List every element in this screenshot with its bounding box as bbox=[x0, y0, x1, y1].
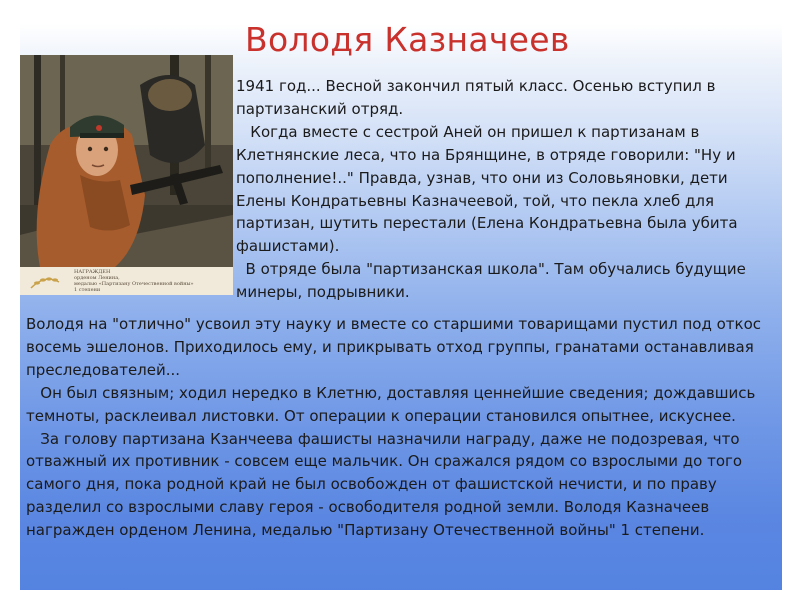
body-paragraph: За голову партизана Кзанчеева фашисты назначили награду, даже не подозревая, что отважный их противник - совсем еще мальчик. Он сражался рядом со взрослыми до того самого дня, пока родной край не был освобожден от фашистской нечисти, и по праву разделил со взрослыми славу героя - освободителя родной земли. Володя Казначеев награжден орденом Ленина, медалью "Партизану Отечественной войны" 1 степени. bbox=[26, 429, 743, 540]
laurel-branch-icon bbox=[28, 270, 62, 292]
body-text-block bbox=[26, 313, 786, 542]
partisan-boy-painting bbox=[20, 55, 233, 267]
intro-text-block bbox=[236, 75, 781, 304]
slide-margin-left bbox=[0, 0, 20, 600]
intro-paragraph: В отряде была "партизанская школа". Там обучались будущие минеры, подрывники. bbox=[236, 260, 746, 302]
caption-label: НАГРАЖДЕН bbox=[74, 269, 111, 275]
illustration-caption bbox=[20, 267, 233, 295]
slide-margin-bottom bbox=[0, 590, 800, 600]
intro-paragraph: Когда вместе с сестрой Аней он пришел к партизанам в Клетнянские леса, что на Брянщине, в отряде говорили: "Ну и пополнение!.." Правда, узнав, что они из Соловьяновки, дети Елены Кондратьевны Казначеевой, той, что пекла хлеб для партизан, шутить перестали (Елена Кондратьевна была убита фашистами). bbox=[236, 122, 738, 256]
body-paragraph: Володя на "отлично" усвоил эту науку и вместе со старшими товарищами пустил под откос восемь эшелонов. Приходилось ему, и прикрывать отход группы, гранатами останавливая преследователей... bbox=[26, 315, 762, 379]
caption-text bbox=[74, 269, 224, 293]
body-paragraph: Он был связным; ходил нередко в Клетню, доставляя ценнейшие сведения; дождавшись темноты, расклеивал листовки. От операции к операции становился опытнее, искуснее. bbox=[26, 383, 756, 425]
intro-paragraph: 1941 год... Весной закончил пятый класс. Осенью вступил в партизанский отряд. bbox=[236, 77, 716, 118]
caption-description: орденом Ленина, медалью «Партизану Отечественной войны» 1 степени bbox=[74, 275, 194, 293]
portrait-illustration bbox=[20, 55, 233, 295]
slide-title: Володя Казначеев bbox=[245, 20, 570, 59]
